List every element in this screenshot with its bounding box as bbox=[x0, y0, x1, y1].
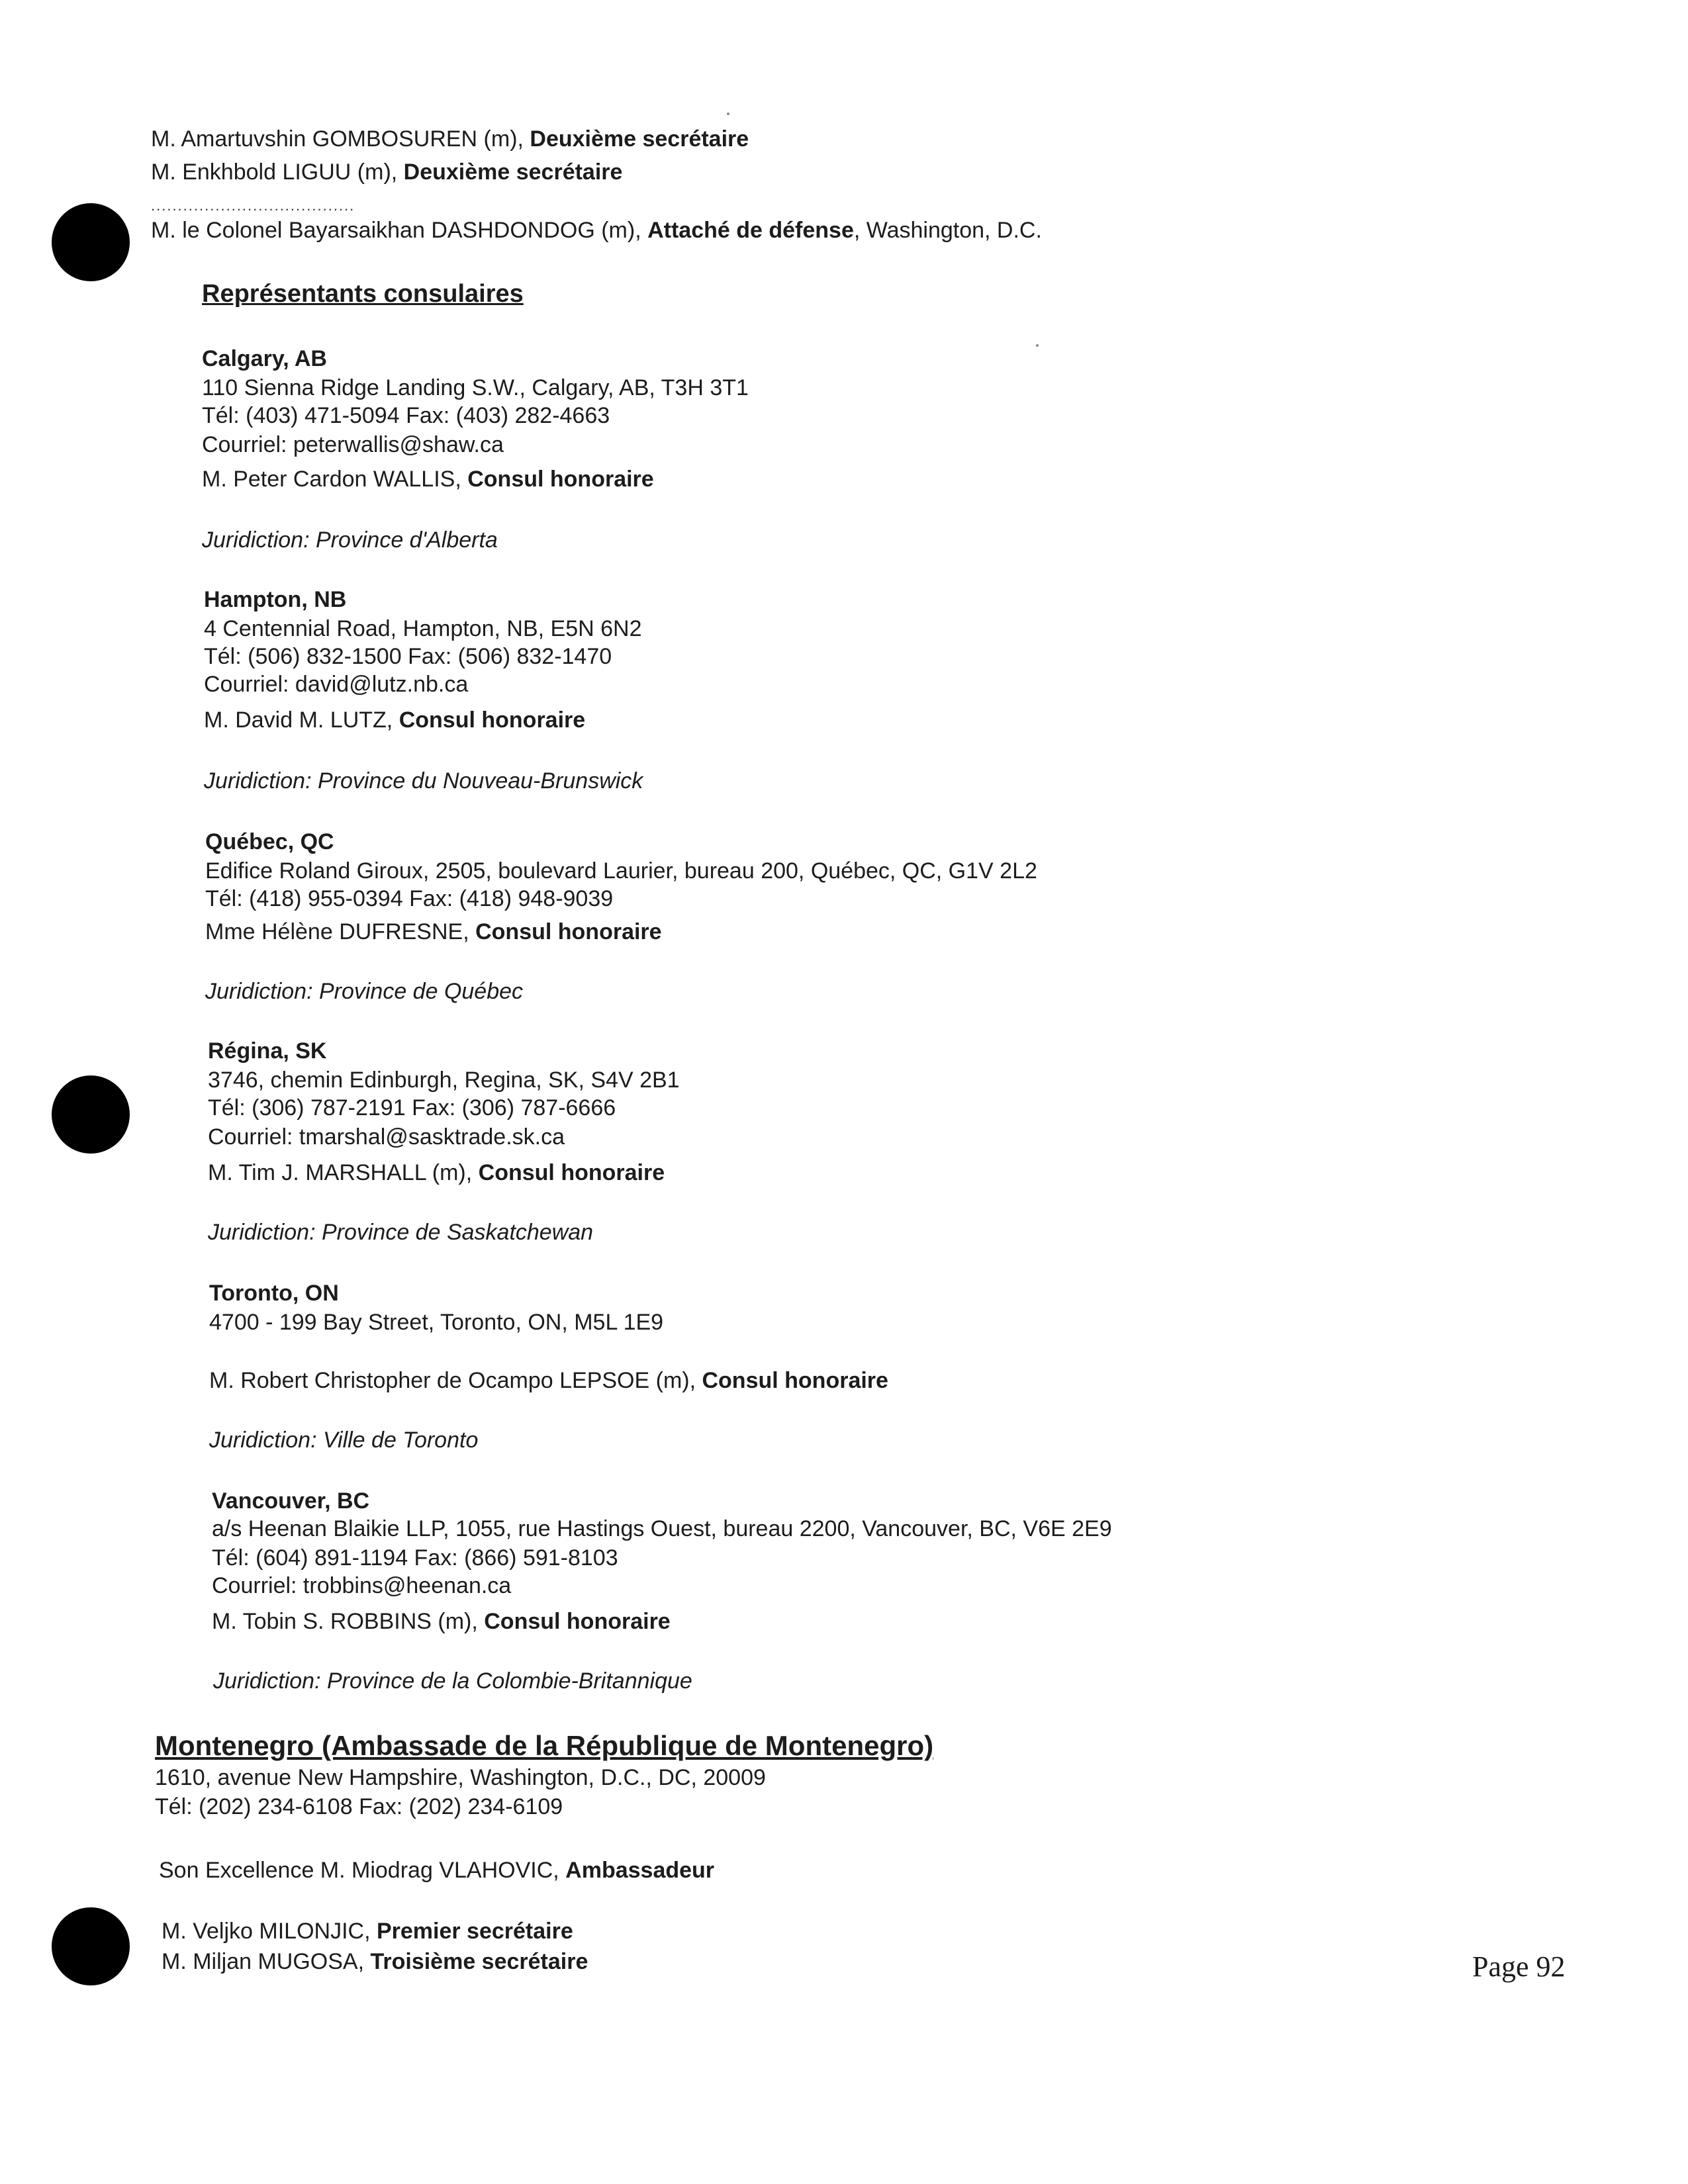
consulate-person: Mme Hélène DUFRESNE, Consul honoraire bbox=[205, 919, 662, 944]
punch-hole-bottom bbox=[52, 1907, 130, 1985]
embassy-staff-line-2: M. Miljan MUGOSA, Troisième secrétaire bbox=[162, 1949, 588, 1974]
embassy-staff-line-1: M. Veljko MILONJIC, Premier secrétaire bbox=[162, 1919, 573, 1944]
punch-hole-top bbox=[52, 203, 130, 281]
staff-line-1: M. Amartuvshin GOMBOSUREN (m), Deuxième secrétaire bbox=[151, 126, 749, 152]
consulate-phone: Tél: (403) 471-5094 Fax: (403) 282-4663 bbox=[202, 403, 610, 428]
consulate-address: Edifice Roland Giroux, 2505, boulevard Laurier, bureau 200, Québec, QC, G1V 2L2 bbox=[205, 858, 1037, 884]
country-heading: Montenegro (Ambassade de la République de Montenegro) bbox=[155, 1730, 934, 1761]
consular-heading: Représentants consulaires bbox=[202, 280, 524, 308]
consulate-address: 4700 - 199 Bay Street, Toronto, ON, M5L 1E9 bbox=[209, 1310, 664, 1335]
consulate-city: Régina, SK bbox=[208, 1038, 327, 1064]
consulate-jurisdiction: Juridiction: Province de Saskatchewan bbox=[208, 1220, 594, 1245]
consulate-jurisdiction: Juridiction: Province de Québec bbox=[205, 979, 524, 1004]
embassy-address: 1610, avenue New Hampshire, Washington, D.C., DC, 20009 bbox=[155, 1765, 766, 1790]
consulate-phone: Tél: (604) 891-1194 Fax: (866) 591-8103 bbox=[212, 1545, 618, 1570]
staff-line-2: M. Enkhbold LIGUU (m), Deuxième secrétaire bbox=[151, 159, 623, 185]
consulate-address: 3746, chemin Edinburgh, Regina, SK, S4V 2B1 bbox=[208, 1068, 680, 1093]
consulate-phone: Tél: (306) 787-2191 Fax: (306) 787-6666 bbox=[208, 1095, 616, 1120]
page-number: Page 92 bbox=[1472, 1950, 1566, 1983]
consulate-address: 110 Sienna Ridge Landing S.W., Calgary, AB, T3H 3T1 bbox=[202, 375, 749, 400]
consulate-address: a/s Heenan Blaikie LLP, 1055, rue Hastings Ouest, bureau 2200, Vancouver, BC, V6E 2E9 bbox=[212, 1516, 1112, 1541]
consulate-email: Courriel: peterwallis@shaw.ca bbox=[202, 432, 504, 457]
embassy-phone: Tél: (202) 234-6108 Fax: (202) 234-6109 bbox=[155, 1794, 563, 1819]
separator-dots: ...................................... bbox=[151, 197, 355, 214]
consulate-email: Courriel: trobbins@heenan.ca bbox=[212, 1573, 512, 1598]
consulate-phone: Tél: (506) 832-1500 Fax: (506) 832-1470 bbox=[204, 644, 612, 669]
consulate-person: M. Tim J. MARSHALL (m), Consul honoraire bbox=[208, 1160, 665, 1185]
consulate-person: M. Robert Christopher de Ocampo LEPSOE (m), Consul honoraire bbox=[209, 1368, 888, 1393]
consulate-jurisdiction: Juridiction: Province de la Colombie-Britannique bbox=[213, 1668, 692, 1694]
scan-speck bbox=[727, 113, 729, 115]
consulate-phone: Tél: (418) 955-0394 Fax: (418) 948-9039 bbox=[205, 886, 614, 911]
consulate-jurisdiction: Juridiction: Ville de Toronto bbox=[209, 1428, 479, 1453]
consulate-city: Vancouver, BC bbox=[212, 1488, 370, 1514]
consulate-email: Courriel: david@lutz.nb.ca bbox=[204, 672, 469, 697]
consulate-city: Québec, QC bbox=[205, 829, 334, 854]
consulate-jurisdiction: Juridiction: Province du Nouveau-Brunswick bbox=[204, 768, 643, 794]
consulate-email: Courriel: tmarshal@sasktrade.sk.ca bbox=[208, 1124, 565, 1150]
consulate-city: Hampton, NB bbox=[204, 587, 347, 612]
consulate-city: Calgary, AB bbox=[202, 346, 327, 371]
ambassador-line: Son Excellence M. Miodrag VLAHOVIC, Ambassadeur bbox=[159, 1858, 715, 1883]
punch-hole-middle bbox=[52, 1075, 130, 1154]
defense-attache-line: M. le Colonel Bayarsaikhan DASHDONDOG (m), Attaché de défense, Washington, D.C. bbox=[151, 218, 1042, 243]
consulate-address: 4 Centennial Road, Hampton, NB, E5N 6N2 bbox=[204, 616, 642, 641]
consulate-jurisdiction: Juridiction: Province d'Alberta bbox=[202, 527, 498, 553]
consulate-person: M. Tobin S. ROBBINS (m), Consul honoraire bbox=[212, 1609, 671, 1634]
scan-speck bbox=[1036, 344, 1039, 347]
consulate-person: M. Peter Cardon WALLIS, Consul honoraire bbox=[202, 467, 654, 492]
consulate-city: Toronto, ON bbox=[209, 1281, 339, 1306]
consulate-person: M. David M. LUTZ, Consul honoraire bbox=[204, 707, 586, 733]
